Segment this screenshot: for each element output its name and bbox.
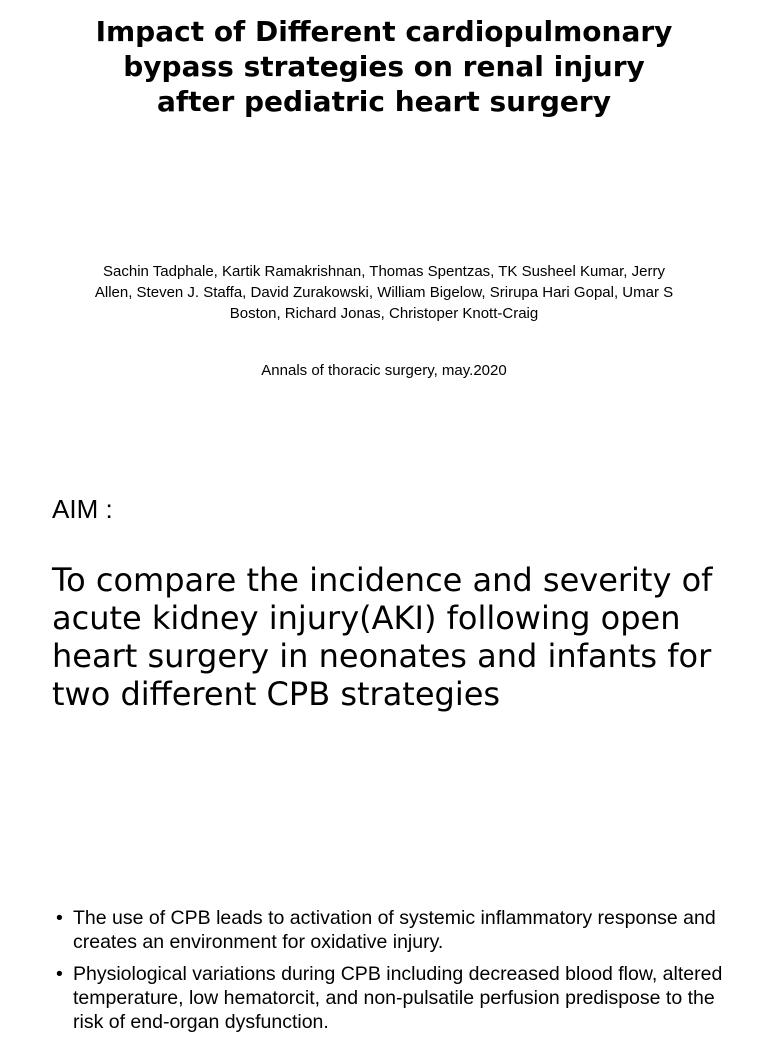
bullet-marker: • bbox=[56, 907, 63, 929]
paper-title: Impact of Different cardiopulmonary bypass strategies on renal injury after pediatric heart surgery bbox=[95, 15, 673, 118]
author-list: Sachin Tadphale, Kartik Ramakrishnan, Thomas Spentzas, TK Susheel Kumar, Jerry Allen, Steven J. Staffa, David Zurakowski, William Bigelow, Srirupa Hari Gopal, Umar S Boston, Richard Jonas, Christoper Knott-Craig bbox=[94, 263, 674, 322]
aim-statement: To compare the incidence and severity of acute kidney injury(AKI) following open heart surgery in neonates and infants for two different CPB strategies bbox=[52, 561, 713, 713]
bullet-item bbox=[56, 962, 736, 1034]
bullet-item bbox=[56, 906, 736, 954]
aim-heading: AIM : bbox=[52, 494, 113, 524]
bullet-marker: • bbox=[56, 963, 63, 985]
bullet-text: Physiological variations during CPB including decreased blood flow, altered temperature, low hematorcit, and non-pulsatile perfusion predispose to the risk of end-organ dysfunction. bbox=[73, 963, 723, 1033]
bullet-text: The use of CPB leads to activation of systemic inflammatory response and creates an environment for oxidative injury. bbox=[73, 907, 716, 953]
background-bullet-list bbox=[56, 906, 736, 1042]
journal-citation: Annals of thoracic surgery, may.2020 bbox=[261, 362, 507, 379]
